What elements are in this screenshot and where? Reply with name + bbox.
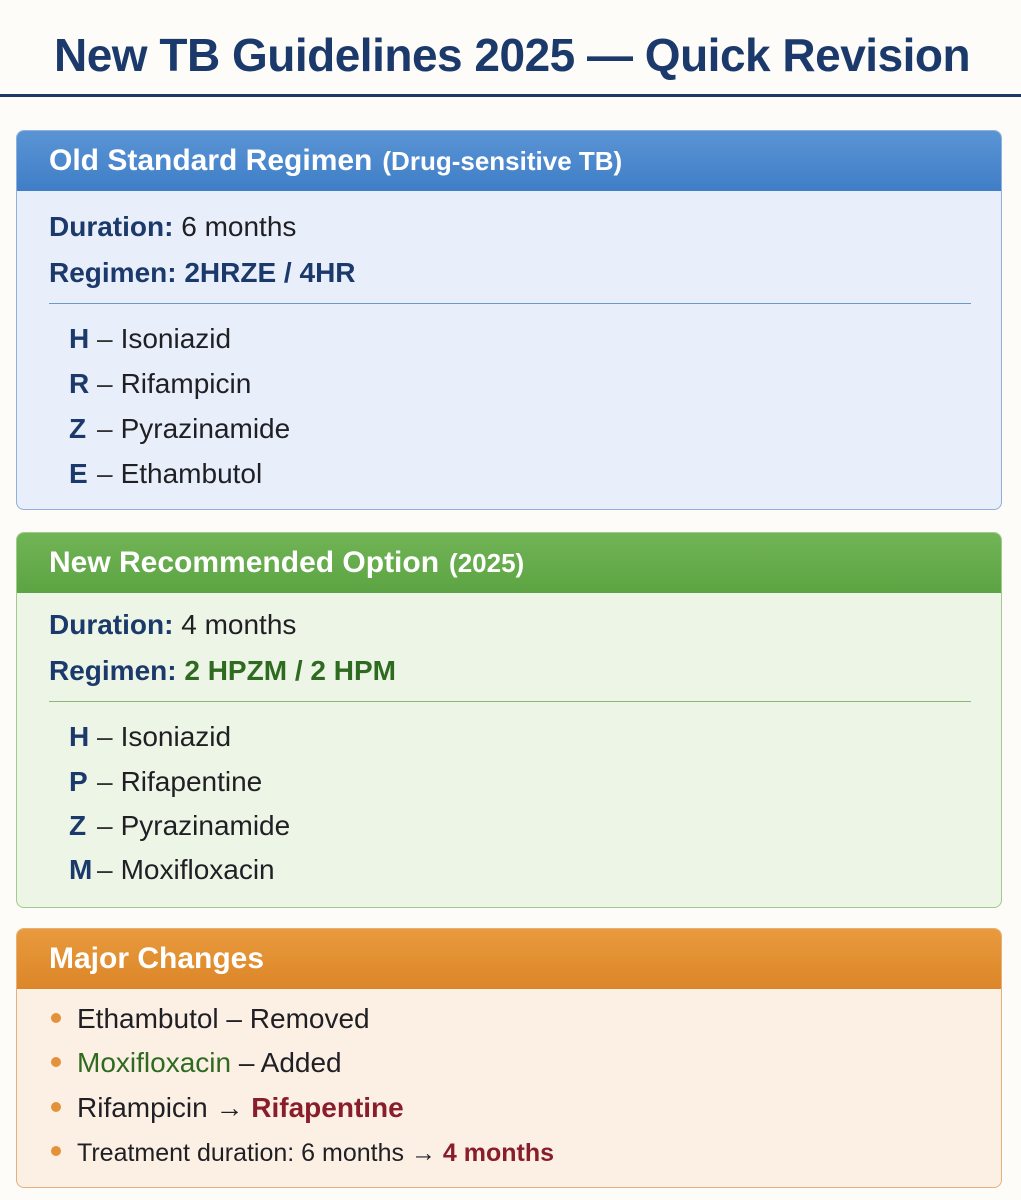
old-drug-item <box>69 458 262 490</box>
title-underline <box>0 94 1021 97</box>
drug-abbr: M <box>69 854 93 885</box>
bullet-dot-icon <box>51 1013 61 1023</box>
change-subject: Treatment duration: 6 months → <box>77 1139 443 1167</box>
drug-abbr: Z <box>69 413 87 444</box>
drug-sep: – <box>97 368 113 399</box>
drug-name: Rifapentine <box>120 766 263 797</box>
drug-name: Isoniazid <box>120 721 232 752</box>
old-regimen-card <box>16 130 1002 510</box>
drug-abbr: H <box>69 721 90 752</box>
drug-sep: – <box>97 766 113 797</box>
drug-name: Moxifloxacin <box>120 854 275 885</box>
old-drug-item <box>69 323 231 355</box>
change-detail: – Added <box>231 1047 342 1078</box>
new-regimen-heading: New Recommended Option <box>49 546 440 579</box>
change-subject: Ethambutol <box>77 1003 219 1034</box>
drug-name: Pyrazinamide <box>120 413 291 444</box>
new-duration-label: Duration: <box>49 609 174 640</box>
old-drug-item <box>69 368 251 400</box>
drug-name: Ethambutol <box>120 458 263 489</box>
drug-sep: – <box>97 854 113 885</box>
new-regimen-value: 2 HPZM / 2 HPM <box>184 655 396 686</box>
old-duration-row <box>49 211 296 243</box>
new-regimen-heading-paren: (2025) <box>449 547 525 578</box>
drug-sep: – <box>97 810 113 841</box>
old-drug-item <box>69 413 290 445</box>
new-drug-item <box>69 721 231 753</box>
old-regimen-label: Regimen: <box>49 257 177 288</box>
drug-sep: – <box>97 413 113 444</box>
drug-name: Rifampicin <box>120 368 252 399</box>
change-subject: Moxifloxacin <box>77 1047 232 1078</box>
new-regimen-row <box>49 655 396 687</box>
old-regimen-heading-paren: (Drug-sensitive TB) <box>382 145 623 176</box>
new-regimen-card <box>16 532 1002 908</box>
drug-name: Isoniazid <box>120 323 232 354</box>
change-detail: 4 months <box>442 1139 555 1167</box>
new-drug-item <box>69 810 290 842</box>
old-regimen-header <box>17 131 1001 191</box>
change-subject: Rifampicin → <box>77 1092 252 1123</box>
bullet-dot-icon <box>51 1102 61 1112</box>
page-title: New TB Guidelines 2025 — Quick Revision <box>54 29 971 81</box>
bullet-dot-icon <box>51 1146 61 1156</box>
drug-name: Pyrazinamide <box>120 810 291 841</box>
drug-abbr: P <box>69 766 88 797</box>
new-duration-row <box>49 609 296 641</box>
drug-abbr: R <box>69 368 90 399</box>
major-changes-card <box>16 928 1002 1188</box>
new-regimen-header <box>17 533 1001 593</box>
old-regimen-row <box>49 257 356 289</box>
change-item <box>51 1092 404 1124</box>
new-duration-value: 4 months <box>181 609 297 640</box>
change-item <box>51 1003 370 1035</box>
bullet-dot-icon <box>51 1057 61 1067</box>
old-divider <box>49 303 971 304</box>
change-detail: Rifapentine <box>251 1092 404 1123</box>
old-regimen-value: 2HRZE / 4HR <box>184 257 356 288</box>
drug-sep: – <box>97 721 113 752</box>
new-divider <box>49 701 971 702</box>
change-detail: – Removed <box>218 1003 370 1034</box>
drug-sep: – <box>97 458 113 489</box>
new-regimen-label: Regimen: <box>49 655 177 686</box>
drug-abbr: E <box>69 458 88 489</box>
change-item <box>51 1139 554 1168</box>
major-changes-heading: Major Changes <box>49 942 265 975</box>
old-duration-label: Duration: <box>49 211 174 242</box>
drug-sep: – <box>97 323 113 354</box>
new-drug-item <box>69 854 275 886</box>
drug-abbr: H <box>69 323 90 354</box>
old-regimen-heading: Old Standard Regimen <box>49 144 373 177</box>
drug-abbr: Z <box>69 810 87 841</box>
major-changes-header <box>17 929 1001 989</box>
change-item <box>51 1047 342 1079</box>
old-duration-value: 6 months <box>181 211 297 242</box>
new-drug-item <box>69 766 262 798</box>
